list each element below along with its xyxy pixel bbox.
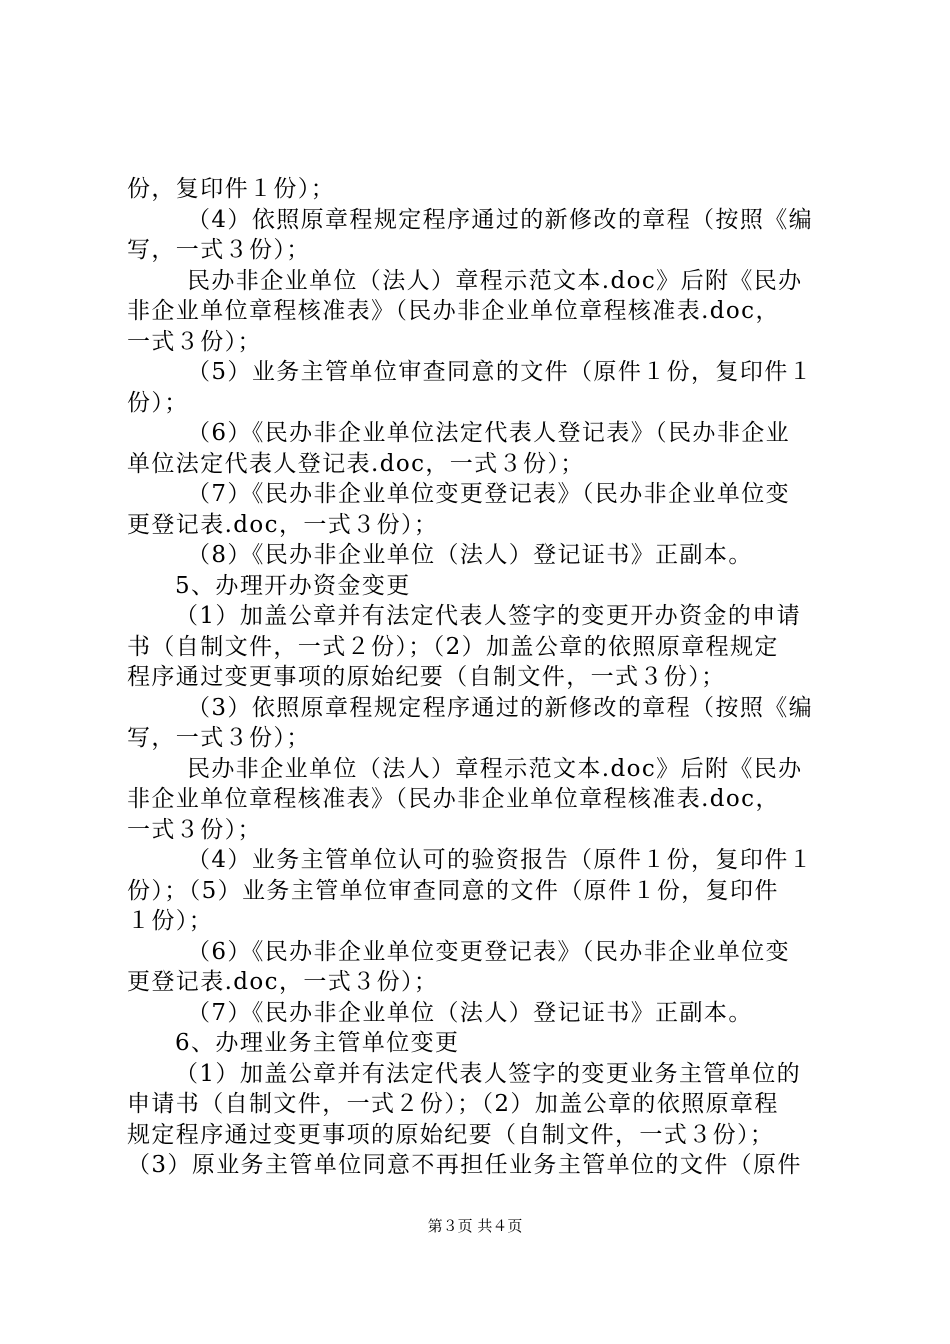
- text-line: （7）《民办非企业单位变更登记表》（民办非企业单位变: [187, 481, 791, 507]
- text-line: 书（自制文件，一式２份）；（2）加盖公章的依照原章程规定: [127, 633, 779, 660]
- text-line: 非企业单位章程核准表》（民办非企业单位章程核准表.doc，: [127, 786, 780, 812]
- text-line: （6）《民办非企业单位法定代表人登记表》（民办非企业: [187, 420, 791, 446]
- text-line: 更登记表.doc，一式３份）；: [127, 969, 439, 995]
- text-line: （5）业务主管单位审查同意的文件（原件１份，复印件１: [187, 359, 814, 385]
- text-line: 规定程序通过变更事项的原始纪要（自制文件，一式３份）；: [127, 1121, 775, 1148]
- text-line: 6、办理业务主管单位变更: [175, 1030, 460, 1056]
- page-footer: 第３页 共４页: [427, 1217, 523, 1235]
- text-line: （4）依照原章程规定程序通过的新修改的章程（按照《编: [187, 206, 814, 233]
- text-line: 更登记表.doc，一式３份）；: [127, 511, 439, 538]
- text-line: 份）；: [127, 389, 189, 416]
- text-line: 申请书（自制文件，一式２份）；（2）加盖公章的依照原章程: [127, 1091, 779, 1117]
- text-line: （1）加盖公章并有法定代表人签字的变更业务主管单位的: [175, 1060, 802, 1087]
- text-line: 民办非企业单位（法人）章程示范文本.doc》后附《民办: [187, 267, 803, 294]
- text-line: 一式３份）；: [127, 328, 262, 355]
- text-line: 写，一式３份）；: [127, 237, 311, 263]
- text-line: （7）《民办非企业单位（法人）登记证书》正副本。: [187, 999, 753, 1026]
- text-line: （1）加盖公章并有法定代表人签字的变更开办资金的申请: [175, 603, 802, 629]
- text-line: 单位法定代表人登记表.doc，一式３份）；: [127, 450, 585, 477]
- text-line: 5、办理开办资金变更: [175, 572, 411, 599]
- text-line: １份）；: [127, 908, 214, 934]
- text-line: 程序通过变更事项的原始纪要（自制文件，一式３份）；: [127, 664, 726, 690]
- text-line: （6）《民办非企业单位变更登记表》（民办非企业单位变: [187, 938, 791, 965]
- text-line: （3）原业务主管单位同意不再担任业务主管单位的文件（原件: [127, 1152, 802, 1178]
- text-line: 份，复印件１份）；: [127, 176, 336, 202]
- text-line: 民办非企业单位（法人）章程示范文本.doc》后附《民办: [187, 755, 803, 782]
- document-body: [127, 174, 837, 1181]
- text-line: （8）《民办非企业单位（法人）登记证书》正副本。: [187, 542, 753, 568]
- text-line: 份）；（5）业务主管单位审查同意的文件（原件１份，复印件: [127, 877, 779, 904]
- text-line: 一式３份）；: [127, 816, 262, 843]
- text-line: 非企业单位章程核准表》（民办非企业单位章程核准表.doc，: [127, 298, 780, 324]
- text-line: 写，一式３份）；: [127, 725, 311, 751]
- text-line: （3）依照原章程规定程序通过的新修改的章程（按照《编: [187, 694, 814, 721]
- text-line: （4）业务主管单位认可的验资报告（原件１份，复印件１: [187, 847, 814, 873]
